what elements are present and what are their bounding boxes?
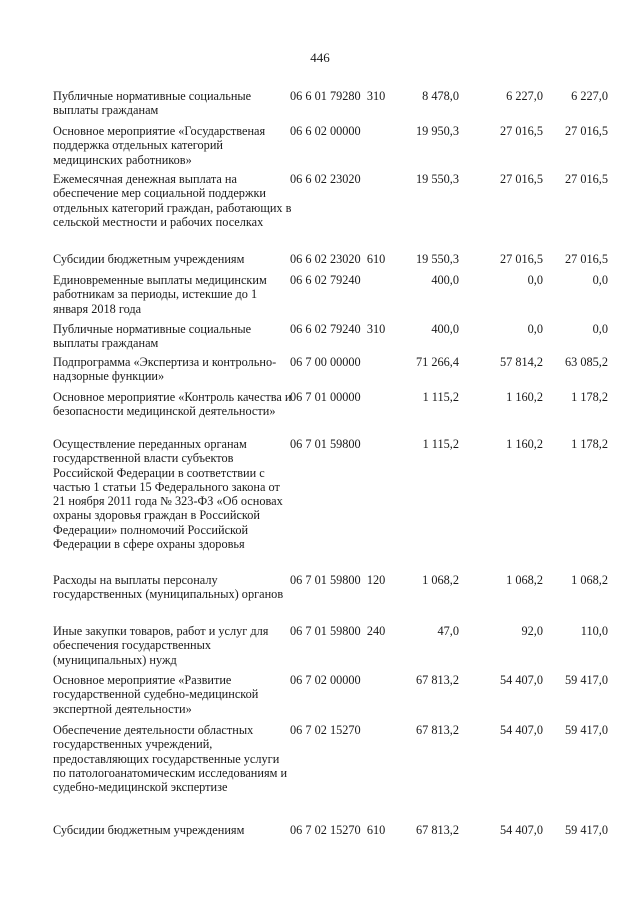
row-value-3: 0,0 (592, 322, 608, 336)
row-code: 06 7 02 15270 (290, 723, 361, 737)
row-value-3: 59 417,0 (564, 723, 608, 737)
row-value-3: 59 417,0 (564, 673, 608, 687)
row-value-2: 54 407,0 (499, 673, 543, 687)
row-value-1: 19 550,3 (415, 172, 459, 186)
row-value-3: 110,0 (580, 624, 608, 638)
row-value-1: 1 115,2 (422, 390, 459, 404)
row-code: 06 7 01 59800 120 (290, 573, 386, 587)
row-code: 06 6 02 79240 310 (290, 322, 386, 336)
row-value-3: 1 068,2 (571, 573, 608, 587)
row-value-2: 27 016,5 (499, 252, 543, 266)
row-code: 06 7 01 00000 (290, 390, 361, 404)
row-value-1: 67 813,2 (415, 673, 459, 687)
row-code: 06 6 02 00000 (290, 124, 361, 138)
row-name: Подпрограмма «Экспертиза и контрольно-надзорные функции» (53, 355, 277, 384)
row-name: Публичные нормативные социальные выплаты гражданам (53, 322, 252, 351)
row-code: 06 7 01 59800 (290, 437, 361, 451)
row-name: Расходы на выплаты персоналу государственных (муниципальных) органов (53, 573, 284, 602)
row-value-3: 27 016,5 (564, 124, 608, 138)
row-value-2: 0,0 (527, 273, 543, 287)
row-value-2: 54 407,0 (499, 823, 543, 837)
row-value-1: 400,0 (431, 322, 459, 336)
row-name: Обеспечение деятельности областных государственных учреждений, предоставляющих государственные услуги по патологоанатомическим исследованиям и судебно-медицинской экспертизе (53, 723, 288, 795)
row-value-2: 0,0 (527, 322, 543, 336)
row-name: Ежемесячная денежная выплата на обеспечение мер социальной поддержки отдельных категорий граждан, работающих в сельской местности и рабочих поселках (53, 172, 292, 229)
row-value-1: 400,0 (431, 273, 459, 287)
row-value-2: 1 160,2 (506, 437, 543, 451)
row-name: Иные закупки товаров, работ и услуг для обеспечения государственных (муниципальных) нужд (53, 624, 269, 667)
row-name: Субсидии бюджетным учреждениям (53, 823, 245, 837)
row-value-2: 57 814,2 (499, 355, 543, 369)
row-value-2: 1 068,2 (506, 573, 543, 587)
row-value-2: 54 407,0 (499, 723, 543, 737)
row-value-3: 59 417,0 (564, 823, 608, 837)
row-code: 06 7 02 15270 610 (290, 823, 386, 837)
row-name: Осуществление переданных органам государственной власти субъектов Российской Федерации в соответствии с частью 1 статьи 15 Федерального закона от 21 ноября 2011 года № 323-ФЗ «Об основах охраны здоровья граждан в Российской Федерации» полномочий Российской Федерации в сфере охраны здоровья (53, 437, 283, 552)
row-value-1: 19 550,3 (415, 252, 459, 266)
row-name: Основное мероприятие «Государственая поддержка отдельных категорий медицинских работников» (53, 124, 266, 167)
row-value-1: 8 478,0 (422, 89, 459, 103)
page-number: 446 (310, 50, 330, 65)
row-code: 06 6 02 23020 610 (290, 252, 386, 266)
row-value-2: 92,0 (521, 624, 543, 638)
row-value-1: 67 813,2 (415, 723, 459, 737)
row-value-3: 63 085,2 (564, 355, 608, 369)
row-name: Единовременные выплаты медицинским работникам за периоды, истекшие до 1 января 2018 года (53, 273, 267, 316)
row-value-1: 71 266,4 (415, 355, 459, 369)
row-code: 06 6 02 79240 (290, 273, 361, 287)
row-code: 06 6 01 79280 310 (290, 89, 386, 103)
row-code: 06 7 00 00000 (290, 355, 361, 369)
row-value-2: 27 016,5 (499, 172, 543, 186)
row-value-1: 1 115,2 (422, 437, 459, 451)
row-value-1: 1 068,2 (422, 573, 459, 587)
row-value-3: 27 016,5 (564, 172, 608, 186)
row-value-2: 1 160,2 (506, 390, 543, 404)
row-value-1: 67 813,2 (415, 823, 459, 837)
row-value-1: 19 950,3 (415, 124, 459, 138)
row-name: Субсидии бюджетным учреждениям (53, 252, 245, 266)
row-name: Публичные нормативные социальные выплаты гражданам (53, 89, 252, 118)
row-value-1: 47,0 (437, 624, 459, 638)
row-value-3: 6 227,0 (571, 89, 608, 103)
row-code: 06 7 02 00000 (290, 673, 361, 687)
row-value-3: 27 016,5 (564, 252, 608, 266)
row-code: 06 6 02 23020 (290, 172, 361, 186)
row-value-3: 1 178,2 (571, 437, 608, 451)
row-value-3: 0,0 (592, 273, 608, 287)
row-name: Основное мероприятие «Развитие государственной судебно-медицинской экспертной деятельности» (53, 673, 259, 716)
row-value-3: 1 178,2 (571, 390, 608, 404)
row-name: Основное мероприятие «Контроль качества и безопасности медицинской деятельности» (53, 390, 292, 419)
row-value-2: 6 227,0 (506, 89, 543, 103)
row-code: 06 7 01 59800 240 (290, 624, 386, 638)
row-value-2: 27 016,5 (499, 124, 543, 138)
